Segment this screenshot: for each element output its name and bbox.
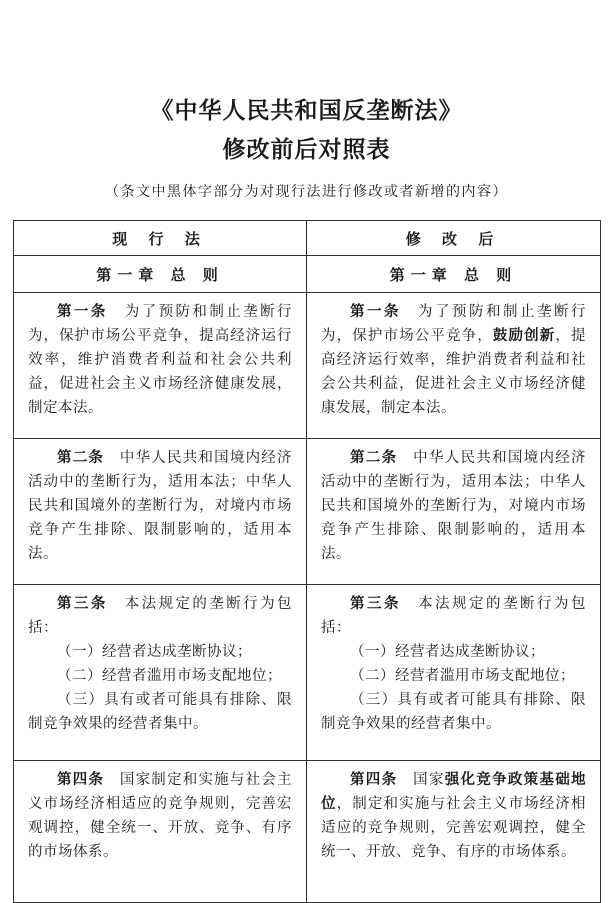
article-number: 第一条 <box>350 303 401 320</box>
article-item: （一）经营者达成垄断协议； <box>57 644 252 660</box>
article-text: 国家 <box>413 772 445 788</box>
article-item: （二）经营者滥用市场支配地位； <box>57 668 282 684</box>
comparison-table <box>13 220 601 903</box>
article-1-amended <box>307 293 601 439</box>
article-number: 第三条 <box>350 595 401 612</box>
column-header-amended: 修 改 后 <box>307 221 601 256</box>
document-subtitle-title: 修改前后对照表 <box>222 136 391 163</box>
amended-text-highlight: 强化竞争政策基础地位 <box>321 771 587 812</box>
article-number: 第一条 <box>57 303 108 320</box>
article-3-amended <box>307 585 601 761</box>
article-item: （三）具有或者可能具有排除、限制竞争效果的经营者集中。 <box>28 692 292 732</box>
explanatory-note: （条文中黑体字部分为对现行法进行修改或者新增的内容） <box>105 184 508 200</box>
article-text: ，制定和实施与社会主义市场经济相适应的竞争规则，完善宏观调控，健全统一、开放、竞争、有序的市场体系。 <box>321 796 586 860</box>
article-2-current <box>14 439 307 585</box>
article-text: 本法规定的垄断行为包括： <box>28 596 293 636</box>
column-header-current: 现 行 法 <box>14 221 307 256</box>
article-text: 为了预防和制止垄断行为，保护市场公平竞争，提高经济运行效率，维护消费者利益和社会公共利益，促进社会主义市场经济健康发展，制定本法。 <box>28 304 293 416</box>
article-item: （一）经营者达成垄断协议； <box>350 644 545 660</box>
chapter-heading-amended: 第一章 总 则 <box>307 256 601 293</box>
article-number: 第四条 <box>350 771 398 788</box>
article-text: 中华人民共和国境内经济活动中的垄断行为，适用本法；中华人民共和国境外的垄断行为，对境内市场竞争产生排除、限制影响的，适用本法。 <box>28 450 293 562</box>
document-title: 《中华人民共和国反垄断法》 <box>150 97 463 124</box>
article-2-amended <box>307 439 601 585</box>
amended-text-highlight: 鼓励创新 <box>492 327 556 344</box>
article-text: 国家制定和实施与社会主义市场经济相适应的竞争规则，完善宏观调控，健全统一、开放、竞争、有序的市场体系。 <box>28 772 293 860</box>
article-text: 为了预防和制止垄断行为，保护市场公平竞争， <box>321 304 586 344</box>
chapter-heading-current: 第一章 总 则 <box>14 256 307 293</box>
article-1-current <box>14 293 307 439</box>
article-text: 本法规定的垄断行为包括： <box>321 596 586 636</box>
article-4-amended <box>307 761 601 903</box>
article-text: ，提高经济运行效率，维护消费者利益和社会公共利益，促进社会主义市场经济健康发展，制定本法。 <box>321 328 586 416</box>
article-number: 第四条 <box>57 771 105 788</box>
article-3-current <box>14 585 307 761</box>
article-text: 中华人民共和国境内经济活动中的垄断行为，适用本法；中华人民共和国境外的垄断行为，对境内市场竞争产生排除、限制影响的，适用本法。 <box>321 450 587 562</box>
article-4-current <box>14 761 307 903</box>
article-number: 第三条 <box>57 595 108 612</box>
article-item: （三）具有或者可能具有排除、限制竞争效果的经营者集中。 <box>321 692 586 732</box>
article-number: 第二条 <box>350 449 398 466</box>
article-item: （二）经营者滥用市场支配地位； <box>350 668 575 684</box>
article-number: 第二条 <box>57 449 105 466</box>
